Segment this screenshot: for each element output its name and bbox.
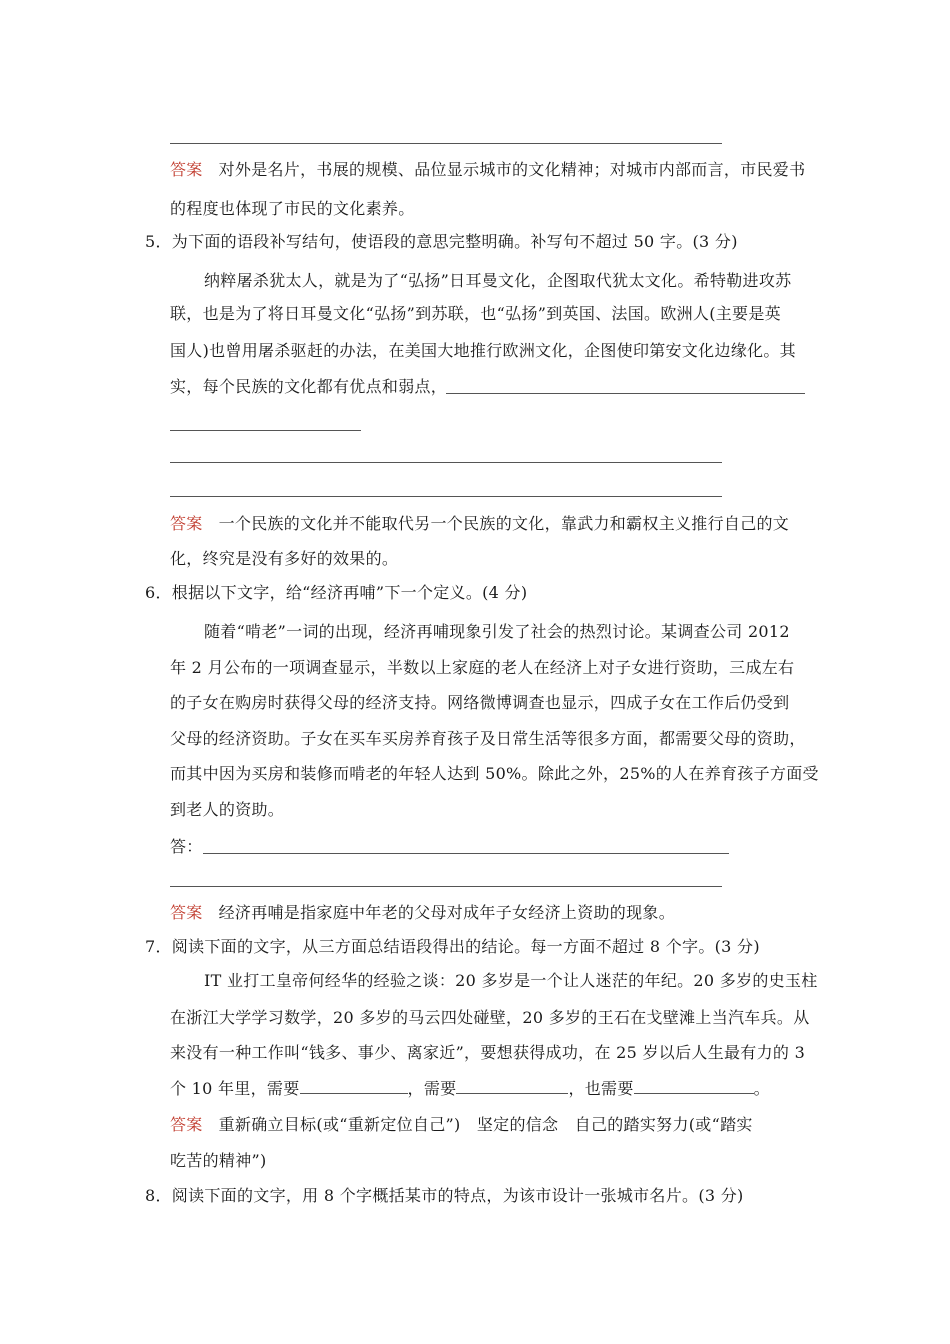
passage-line: 父母的经济资助。子女在买车买房养育孩子及日常生活等很多方面，都需要父母的资助， xyxy=(170,729,806,748)
answer-line xyxy=(170,903,675,923)
answer-blank-line[interactable] xyxy=(446,393,805,394)
fill-in-blank-1[interactable] xyxy=(300,1079,408,1094)
passage-line xyxy=(170,1079,770,1099)
question-text: 根据以下文字，给“经济再哺”下一个定义。(4 分) xyxy=(171,583,528,602)
question-5-prompt xyxy=(145,232,738,252)
passage-line: 纳粹屠杀犹太人，就是为了“弘扬”日耳曼文化，企图取代犹太文化。希特勒进攻苏 xyxy=(204,271,792,290)
fill-in-blank-2[interactable] xyxy=(456,1079,568,1094)
answer-blank-line[interactable] xyxy=(170,462,722,463)
question-7-prompt xyxy=(145,937,760,957)
answer-label: 答案 xyxy=(170,903,203,922)
question-text: 为下面的语段补写结句，使语段的意思完整明确。补写句不超过 50 字。(3 分) xyxy=(171,232,738,251)
answer-label: 答案 xyxy=(170,514,203,533)
answer-blank-line[interactable] xyxy=(170,430,361,431)
passage-line: 联，也是为了将日耳曼文化“弘扬”到苏联，也“弘扬”到英国、法国。欧洲人(主要是英 xyxy=(170,304,781,323)
fill-in-blank-3[interactable] xyxy=(634,1079,754,1094)
question-number: 5． xyxy=(145,232,172,251)
question-8-prompt xyxy=(145,1186,744,1206)
answer-blank-line[interactable] xyxy=(203,853,729,854)
answer-label: 答案 xyxy=(170,1115,203,1134)
passage-text: 实，每个民族的文化都有优点和弱点， xyxy=(170,377,448,396)
answer-blank-line[interactable] xyxy=(170,886,722,887)
answer-label: 答案 xyxy=(170,160,203,179)
answer-text: 对外是名片，书展的规模、品位显示城市的文化精神；对城市内部而言，市民爱书 xyxy=(218,160,806,179)
passage-line: 随着“啃老”一词的出现，经济再哺现象引发了社会的热烈讨论。某调查公司 2012 xyxy=(204,622,790,641)
passage-line: 年 2 月公布的一项调查显示，半数以上家庭的老人在经济上对子女进行资助，三成左右 xyxy=(170,658,795,677)
question-number: 8． xyxy=(145,1186,172,1205)
passage-line: 的子女在购房时获得父母的经济支持。网络微博调查也显示，四成子女在工作后仍受到 xyxy=(170,693,790,712)
passage-line: 来没有一种工作叫“钱多、事少、离家近”，要想获得成功，在 25 岁以后人生最有力的 3 xyxy=(170,1043,806,1062)
question-text: 阅读下面的文字，从三方面总结语段得出的结论。每一方面不超过 8 个字。(3 分) xyxy=(171,937,760,956)
passage-line: 而其中因为买房和装修而啃老的年轻人达到 50%。除此之外，25%的人在养育孩子方面受 xyxy=(170,764,819,783)
question-6-prompt xyxy=(145,583,527,603)
answer-text: 一个民族的文化并不能取代另一个民族的文化，靠武力和霸权主义推行自己的文 xyxy=(218,514,790,533)
passage-line: 国人)也曾用屠杀驱赶的办法，在美国大地推行欧洲文化，企图使印第安文化边缘化。其 xyxy=(170,341,796,360)
question-text: 阅读下面的文字，用 8 个字概括某市的特点，为该市设计一张城市名片。(3 分) xyxy=(171,1186,744,1205)
passage-text: 个 10 年里，需要 xyxy=(170,1079,300,1098)
answer-line: 的程度也体现了市民的文化素养。 xyxy=(170,199,415,218)
question-number: 6． xyxy=(145,583,172,602)
passage-text: ，也需要 xyxy=(568,1079,634,1098)
passage-line xyxy=(170,377,447,397)
answer-blank-line[interactable] xyxy=(170,496,722,497)
answer-blank-line[interactable] xyxy=(170,143,722,144)
question-number: 7． xyxy=(145,937,172,956)
answer-line xyxy=(170,1115,753,1135)
answer-line: 化，终究是没有多好的效果的。 xyxy=(170,549,399,568)
answer-line xyxy=(170,160,805,180)
passage-line: 在浙江大学学习数学，20 多岁的马云四处碰壁，20 多岁的王石在戈壁滩上当汽车兵。从 xyxy=(170,1008,810,1027)
passage-text: 。 xyxy=(753,1079,770,1098)
answer-line: 吃苦的精神”) xyxy=(170,1151,267,1170)
passage-line: 到老人的资助。 xyxy=(170,800,285,819)
answer-text: 重新确立目标(或“重新定位自己”) 坚定的信念 自己的踏实努力(或“踏实 xyxy=(218,1115,753,1134)
passage-text: ，需要 xyxy=(407,1079,457,1098)
answer-line xyxy=(170,514,789,534)
answer-prefix: 答： xyxy=(170,837,203,856)
passage-line: IT 业打工皇帝何经华的经验之谈：20 多岁是一个让人迷茫的年纪。20 多岁的史玉柱 xyxy=(204,971,818,990)
answer-text: 经济再哺是指家庭中年老的父母对成年子女经济上资助的现象。 xyxy=(218,903,676,922)
